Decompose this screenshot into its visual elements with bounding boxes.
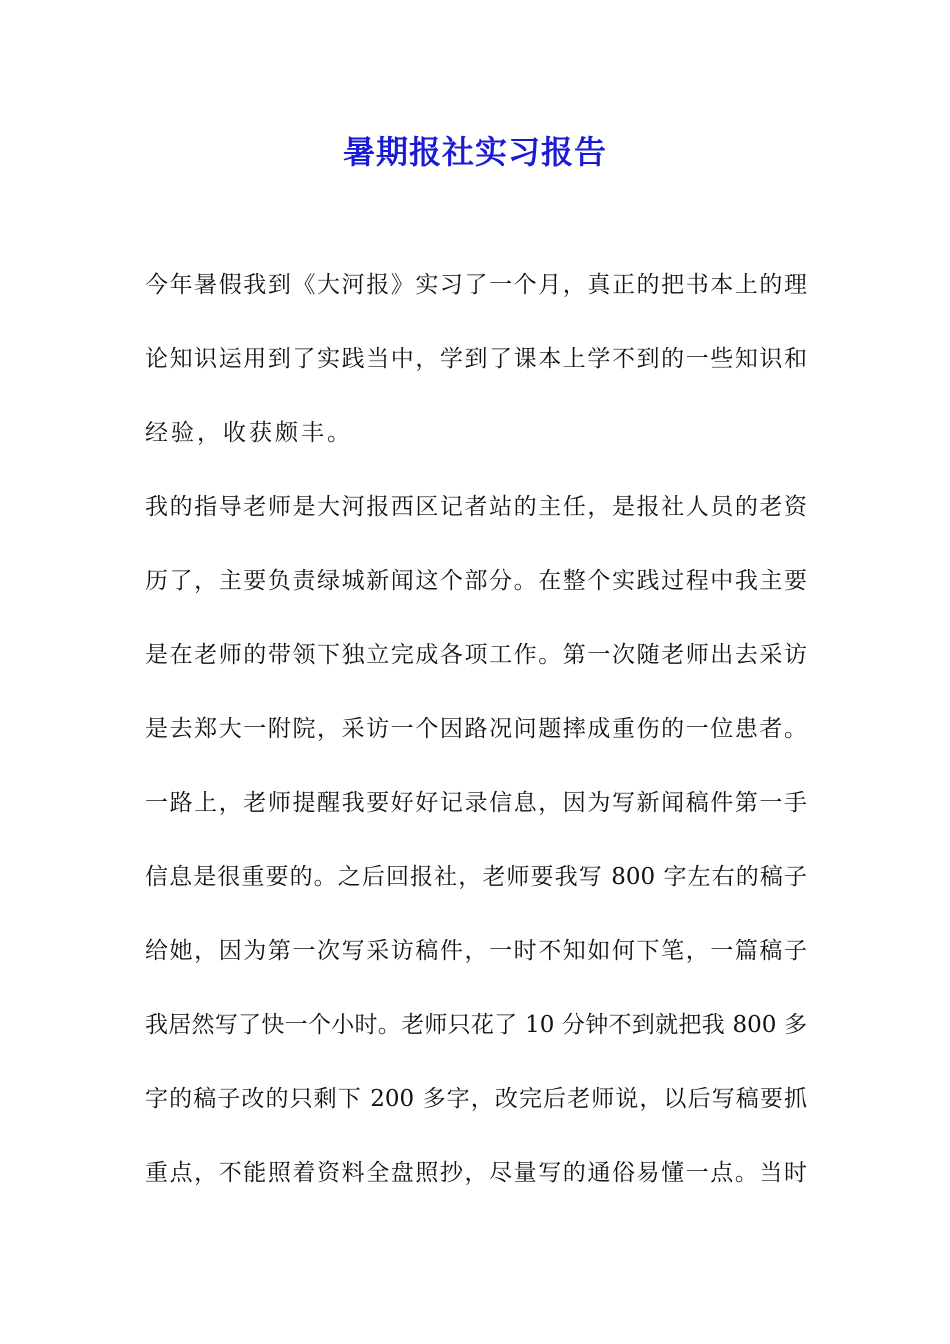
text-line: 给她，因为第一次写采访稿件，一时不知如何下笔，一篇稿子 <box>145 938 807 964</box>
text-line: 信息是很重要的。之后回报社，老师要我写 800 字左右的稿子 <box>145 864 807 890</box>
text-line: 是在老师的带领下独立完成各项工作。第一次随老师出去采访 <box>145 642 807 668</box>
text-line: 经验，收获颇丰。 <box>145 420 353 446</box>
text-line: 是去郑大一附院，采访一个因路况问题摔成重伤的一位患者。 <box>145 716 807 742</box>
text-line: 字的稿子改的只剩下 200 多字，改完后老师说，以后写稿要抓 <box>145 1086 807 1112</box>
document-title: 暑期报社实习报告 <box>342 133 607 171</box>
text-line: 今年暑假我到《大河报》实习了一个月，真正的把书本上的理 <box>145 272 807 298</box>
text-line: 一路上，老师提醒我要好好记录信息，因为写新闻稿件第一手 <box>145 790 807 816</box>
text-line: 历了，主要负责绿城新闻这个部分。在整个实践过程中我主要 <box>145 568 807 594</box>
text-line: 重点，不能照着资料全盘照抄，尽量写的通俗易懂一点。当时 <box>145 1160 807 1186</box>
text-line: 论知识运用到了实践当中，学到了课本上学不到的一些知识和 <box>145 346 807 372</box>
document-body <box>145 261 807 1223</box>
text-line: 我居然写了快一个小时。老师只花了 10 分钟不到就把我 800 多 <box>145 1012 807 1038</box>
text-line: 我的指导老师是大河报西区记者站的主任，是报社人员的老资 <box>145 494 807 520</box>
